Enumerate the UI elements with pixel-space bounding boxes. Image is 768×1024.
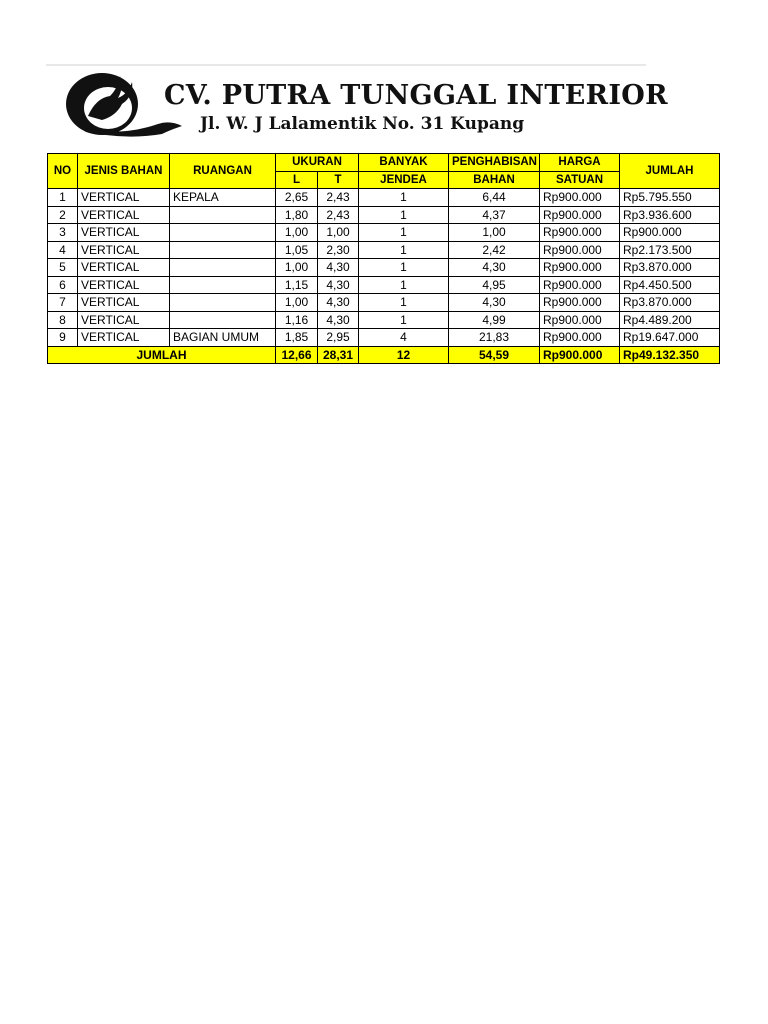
cell-jumlah: Rp3.870.000	[620, 294, 720, 312]
cell-jumlah: Rp4.489.200	[620, 311, 720, 329]
cell-harga: Rp900.000	[540, 329, 620, 347]
cell-penghabisan: 21,83	[449, 329, 540, 347]
cell-jumlah: Rp900.000	[620, 224, 720, 242]
cell-harga: Rp900.000	[540, 311, 620, 329]
material-table	[47, 153, 720, 364]
table-row	[48, 189, 720, 207]
cell-t: 4,30	[318, 311, 359, 329]
total-row	[48, 346, 720, 364]
cell-jumlah: Rp5.795.550	[620, 189, 720, 207]
cell-no: 4	[48, 241, 78, 259]
table-row	[48, 259, 720, 277]
cell-t: 4,30	[318, 276, 359, 294]
cell-harga: Rp900.000	[540, 276, 620, 294]
cell-t: 2,43	[318, 189, 359, 207]
cell-jenis: VERTICAL	[78, 259, 170, 277]
company-address: Jl. W. J Lalamentik No. 31 Kupang	[200, 114, 525, 134]
cell-banyak: 1	[359, 224, 449, 242]
cell-jenis: VERTICAL	[78, 206, 170, 224]
total-jumlah: Rp49.132.350	[620, 346, 720, 364]
cell-t: 4,30	[318, 259, 359, 277]
cell-l: 1,00	[276, 259, 318, 277]
cell-banyak: 1	[359, 311, 449, 329]
cell-banyak: 1	[359, 259, 449, 277]
cell-banyak: 1	[359, 189, 449, 207]
letterhead	[46, 64, 668, 138]
total-l: 12,66	[276, 346, 318, 364]
col-banyak: BANYAK	[359, 154, 449, 172]
cell-l: 1,16	[276, 311, 318, 329]
cell-jenis: VERTICAL	[78, 329, 170, 347]
total-t: 28,31	[318, 346, 359, 364]
cell-ruangan	[170, 311, 276, 329]
cell-jenis: VERTICAL	[78, 311, 170, 329]
cell-l: 1,00	[276, 294, 318, 312]
col-satuan: SATUAN	[540, 171, 620, 189]
cell-ruangan	[170, 206, 276, 224]
cell-l: 1,05	[276, 241, 318, 259]
cell-t: 2,43	[318, 206, 359, 224]
table-row	[48, 224, 720, 242]
cell-ruangan	[170, 294, 276, 312]
cell-penghabisan: 4,30	[449, 259, 540, 277]
cell-t: 2,30	[318, 241, 359, 259]
cell-l: 1,85	[276, 329, 318, 347]
cell-l: 2,65	[276, 189, 318, 207]
cell-no: 3	[48, 224, 78, 242]
cell-banyak: 1	[359, 294, 449, 312]
col-jendea: JENDEA	[359, 171, 449, 189]
table-row	[48, 276, 720, 294]
cell-jumlah: Rp4.450.500	[620, 276, 720, 294]
cell-no: 7	[48, 294, 78, 312]
total-label: JUMLAH	[48, 346, 276, 364]
cell-t: 1,00	[318, 224, 359, 242]
cell-banyak: 1	[359, 276, 449, 294]
cell-harga: Rp900.000	[540, 206, 620, 224]
cell-banyak: 4	[359, 329, 449, 347]
cell-penghabisan: 1,00	[449, 224, 540, 242]
cell-ruangan	[170, 276, 276, 294]
cell-jenis: VERTICAL	[78, 241, 170, 259]
cell-banyak: 1	[359, 206, 449, 224]
cell-ruangan: BAGIAN UMUM	[170, 329, 276, 347]
col-ruangan: RUANGAN	[170, 154, 276, 189]
cell-l: 1,00	[276, 224, 318, 242]
total-banyak: 12	[359, 346, 449, 364]
cell-jenis: VERTICAL	[78, 224, 170, 242]
cell-no: 9	[48, 329, 78, 347]
table-row	[48, 311, 720, 329]
cell-jenis: VERTICAL	[78, 294, 170, 312]
table-row	[48, 329, 720, 347]
cell-ruangan: KEPALA	[170, 189, 276, 207]
cell-penghabisan: 4,30	[449, 294, 540, 312]
total-harga: Rp900.000	[540, 346, 620, 364]
cell-jumlah: Rp2.173.500	[620, 241, 720, 259]
cell-jumlah: Rp3.936.600	[620, 206, 720, 224]
cell-harga: Rp900.000	[540, 294, 620, 312]
cell-no: 6	[48, 276, 78, 294]
col-penghabisan: PENGHABISAN	[449, 154, 540, 172]
cell-no: 2	[48, 206, 78, 224]
col-jumlah: JUMLAH	[620, 154, 720, 189]
col-jenis-bahan: JENIS BAHAN	[78, 154, 170, 189]
total-penghabisan: 54,59	[449, 346, 540, 364]
cell-t: 2,95	[318, 329, 359, 347]
cell-penghabisan: 4,37	[449, 206, 540, 224]
col-bahan: BAHAN	[449, 171, 540, 189]
cell-ruangan	[170, 259, 276, 277]
cell-jumlah: Rp19.647.000	[620, 329, 720, 347]
cell-harga: Rp900.000	[540, 224, 620, 242]
col-t: T	[318, 171, 359, 189]
cell-banyak: 1	[359, 241, 449, 259]
col-harga: HARGA	[540, 154, 620, 172]
table-row	[48, 294, 720, 312]
cell-no: 8	[48, 311, 78, 329]
cell-t: 4,30	[318, 294, 359, 312]
header-row	[48, 154, 720, 172]
cell-ruangan	[170, 241, 276, 259]
cell-jenis: VERTICAL	[78, 189, 170, 207]
cell-harga: Rp900.000	[540, 259, 620, 277]
cell-harga: Rp900.000	[540, 241, 620, 259]
cell-harga: Rp900.000	[540, 189, 620, 207]
cell-l: 1,15	[276, 276, 318, 294]
cell-penghabisan: 2,42	[449, 241, 540, 259]
table-row	[48, 206, 720, 224]
cell-l: 1,80	[276, 206, 318, 224]
cell-no: 1	[48, 189, 78, 207]
cell-penghabisan: 4,99	[449, 311, 540, 329]
cell-penghabisan: 4,95	[449, 276, 540, 294]
table-row	[48, 241, 720, 259]
cell-penghabisan: 6,44	[449, 189, 540, 207]
company-name: CV. PUTRA TUNGGAL INTERIOR	[164, 80, 668, 111]
cell-jumlah: Rp3.870.000	[620, 259, 720, 277]
cell-jenis: VERTICAL	[78, 276, 170, 294]
col-l: L	[276, 171, 318, 189]
cell-no: 5	[48, 259, 78, 277]
col-ukuran: UKURAN	[276, 154, 359, 172]
col-no: NO	[48, 154, 78, 189]
cell-ruangan	[170, 224, 276, 242]
